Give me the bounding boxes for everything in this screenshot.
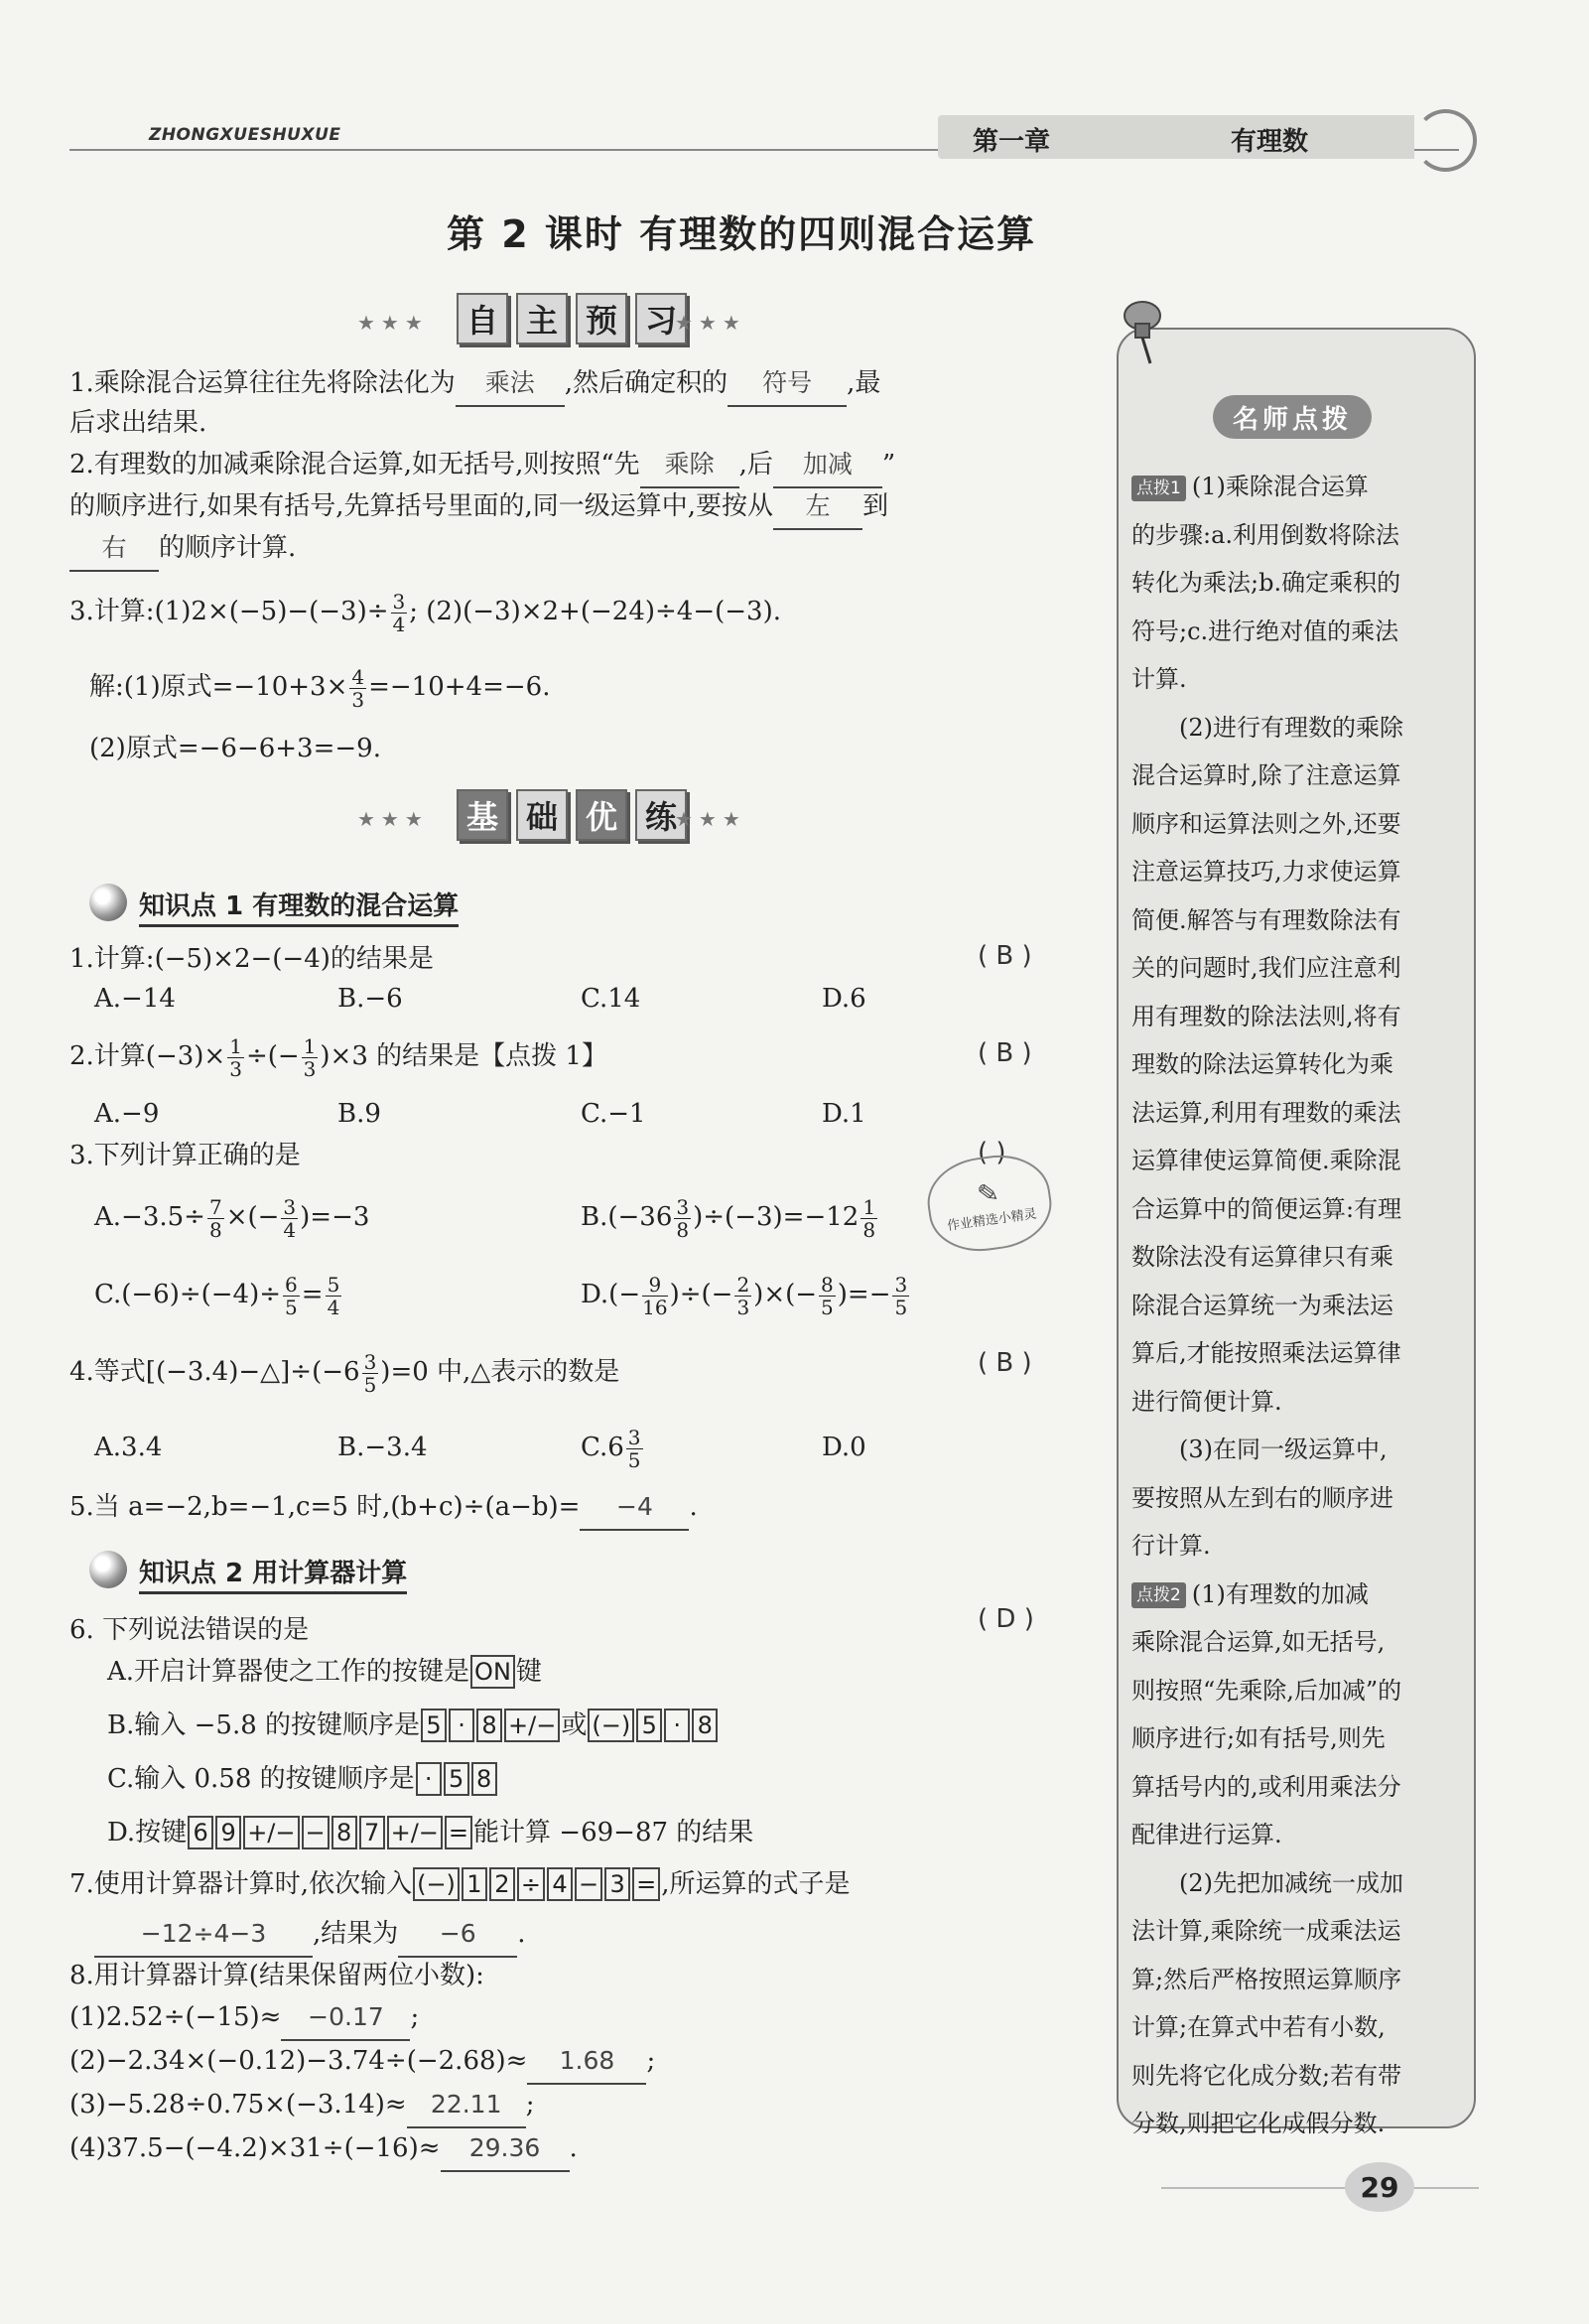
section-banner-preview	[357, 293, 794, 352]
calc-key: 8	[331, 1816, 357, 1849]
preview-q3: 3.计算:(1)2×(−5)−(−3)÷ $\frac{3}{4}$ ; (2)(−3)×2+(−24)÷4−(−3).	[69, 589, 781, 636]
q2-option: D.1	[822, 1099, 866, 1129]
preview-q2: 2.有理数的加减乘除混合运算,如无括号,则按照“先 乘除 ,后 加减 ”	[69, 443, 895, 488]
banner-char: 基	[457, 789, 508, 841]
question-6: 6. 下列说法错误的是	[69, 1615, 310, 1645]
answer-blank: −12÷4−3	[94, 1912, 313, 1958]
calc-key: 8	[692, 1709, 718, 1742]
calc-key: ÷	[517, 1867, 545, 1901]
calc-key: 1	[462, 1867, 487, 1901]
q2-option: A.−9	[94, 1099, 160, 1129]
calc-key: +/−	[504, 1709, 560, 1742]
tip-tag: 点拨2	[1131, 1582, 1186, 1608]
q8-item-3: (3)−5.28÷0.75×(−3.14)≈ 22.11 ;	[69, 2083, 534, 2128]
calc-key: (−)	[413, 1867, 460, 1901]
header-chapter: 第一章	[973, 127, 1051, 157]
q3-option-d: D.(− $\frac{9}{16}$ )÷(− $\frac{2}{3}$ )×(− $\frac{8}{5}$ )=− $\frac{3}{5}$	[581, 1272, 908, 1319]
question-2: 2.计算(−3)× $\frac{1}{3}$ ÷(− $\frac{1}{3}$ )×3 的结果是【点拨 1】	[69, 1033, 607, 1081]
q1-option: A.−14	[94, 984, 176, 1014]
question-4: 4.等式[(−3.4)−△]÷(−6 $\frac{3}{5}$ )=0 中,△表示的数是	[69, 1349, 620, 1397]
calc-key: ·	[416, 1762, 442, 1796]
answer-blank: 加减	[773, 443, 882, 488]
answer-blank: −4	[580, 1485, 689, 1531]
answer-blank: 29.36	[441, 2126, 570, 2172]
q4-option: D.0	[822, 1433, 866, 1462]
sidebar-heading: 名师点拨	[1213, 395, 1372, 439]
answer-choice: ( B )	[978, 941, 1032, 971]
q3-option-b: B.(−36 $\frac{3}{8}$ )÷(−3)=−12 $\frac{1}{8}$	[581, 1194, 876, 1242]
answer-blank: −6	[398, 1912, 517, 1958]
header-topic: 有理数	[1231, 127, 1309, 157]
q6-option-c: C.输入 0.58 的按键顺序是 · 5 8	[107, 1757, 498, 1801]
question-3: 3.下列计算正确的是	[69, 1141, 301, 1170]
calc-key: +/−	[387, 1816, 443, 1849]
banner-char: 主	[516, 293, 568, 344]
page-number: 29	[1345, 2162, 1414, 2212]
answer-choice: ( )	[978, 1138, 1006, 1167]
question-1: 1.计算:(−5)×2−(−4)的结果是	[69, 944, 434, 974]
calc-key: ·	[449, 1709, 474, 1742]
header-left-label: ZHONGXUESHUXUE	[149, 125, 341, 145]
question-7: 7.使用计算器计算时,依次输入 (−) 1 2 ÷ 4 − 3 = ,所运算的式子是	[69, 1869, 851, 1899]
answer-choice: ( D )	[978, 1604, 1034, 1634]
preview-q2-end: 右 的顺序计算.	[69, 526, 296, 572]
knowledge-point-1: 知识点 1 有理数的混合运算	[89, 882, 586, 927]
solution-2: (2)原式=−6−6+3=−9.	[89, 734, 381, 763]
calc-key: (−)	[588, 1709, 634, 1742]
sphere-icon	[89, 1551, 127, 1588]
banner-char: 预	[576, 293, 627, 344]
banner-char: 优	[576, 789, 627, 841]
calc-key: 5	[421, 1709, 447, 1742]
preview-q2-cont: 的顺序进行,如果有括号,先算括号里面的,同一级运算中,要按从 左 到	[69, 484, 888, 530]
calc-key: 6	[188, 1816, 213, 1849]
answer-choice: ( B )	[978, 1038, 1032, 1068]
q2-option: B.9	[337, 1099, 381, 1129]
knowledge-point-2: 知识点 2 用计算器计算	[89, 1549, 536, 1594]
q2-option: C.−1	[581, 1099, 646, 1129]
stamp-logo: ✎ 作业精选小精灵	[922, 1149, 1057, 1258]
star-icons-right: ★★★	[675, 311, 746, 335]
q6-option-b: B.输入 −5.8 的按键顺序是 5 · 8 +/− 或 (−) 5 · 8	[107, 1704, 719, 1747]
banner-char: 自	[457, 293, 508, 344]
star-icons-right: ★★★	[675, 807, 746, 831]
calc-key: 5	[636, 1709, 662, 1742]
answer-blank: −0.17	[281, 1995, 410, 2041]
star-icons-left: ★★★	[357, 311, 429, 335]
banner-char: 练	[635, 789, 687, 841]
sphere-icon	[89, 884, 127, 921]
answer-blank: 1.68	[527, 2039, 646, 2085]
question-8: 8.用计算器计算(结果保留两位小数):	[69, 1961, 484, 1990]
answer-blank: 左	[773, 484, 862, 530]
q1-option: D.6	[822, 984, 866, 1014]
fraction: $\frac{1}{3}$	[303, 1033, 317, 1081]
calc-key: −	[302, 1816, 330, 1849]
answer-choice: ( B )	[978, 1348, 1032, 1378]
calc-key: 8	[471, 1762, 497, 1796]
calc-key: =	[445, 1816, 472, 1849]
q3-option-a: A.−3.5÷ $\frac{7}{8}$ ×(− $\frac{3}{4}$ )=−3	[94, 1194, 370, 1242]
calc-key: −	[575, 1867, 602, 1901]
fraction: $\frac{1}{3}$	[229, 1033, 242, 1081]
q8-item-1: (1)2.52÷(−15)≈ −0.17 ;	[69, 1995, 419, 2041]
footer-rule	[1161, 2187, 1479, 2189]
fraction: $\frac{3}{4}$	[392, 589, 406, 636]
question-7-cont: −12÷4−3 ,结果为 −6 .	[94, 1912, 526, 1958]
fraction: $\frac{4}{3}$	[351, 664, 365, 712]
tip-tag: 点拨1	[1131, 476, 1186, 501]
calc-key: 2	[489, 1867, 515, 1901]
answer-blank: 乘法	[456, 361, 565, 407]
question-5: 5.当 a=−2,b=−1,c=5 时,(b+c)÷(a−b)= −4 .	[69, 1485, 698, 1531]
answer-blank: 22.11	[407, 2083, 526, 2128]
calc-key: ·	[664, 1709, 690, 1742]
calc-key: ON	[470, 1655, 515, 1689]
lesson-title: 第 2 课时 有理数的四则混合运算	[447, 212, 1037, 256]
calc-key: 7	[359, 1816, 385, 1849]
q8-item-4: (4)37.5−(−4.2)×31÷(−16)≈ 29.36 .	[69, 2126, 578, 2172]
q1-option: B.−6	[337, 984, 403, 1014]
calc-key: 8	[476, 1709, 502, 1742]
calc-key: =	[632, 1867, 660, 1901]
q1-option: C.14	[581, 984, 641, 1014]
calc-key: 3	[604, 1867, 630, 1901]
q4-option: A.3.4	[94, 1433, 163, 1462]
answer-blank: 右	[69, 526, 159, 572]
calc-key: +/−	[243, 1816, 299, 1849]
calc-key: 4	[547, 1867, 573, 1901]
q3-option-c: C.(−6)÷(−4)÷ $\frac{6}{5}$ = $\frac{5}{4}$	[94, 1272, 340, 1319]
banner-char: 础	[516, 789, 568, 841]
q4-option: B.−3.4	[337, 1433, 428, 1462]
q6-option-d: D.按键 6 9 +/− − 8 7 +/− = 能计算 −69−87 的结果	[107, 1818, 754, 1847]
swirl-icon	[1414, 109, 1477, 172]
calc-key: 5	[444, 1762, 469, 1796]
sidebar-tip-1: 点拨1 (1)乘除混合运算 的步骤:a.利用倒数将除法 转化为乘法;b.确定乘积的 符号;c.进行绝对值的乘法 计算. (2)进行有理数的乘除 混合运算时,除了注意运算 顺序和运算法则之外,还要 注意运算技巧,力求使运算 简便.解答与有理数除法有 关的问题时,我们应注意利 用有理数的除法法则,将有 理数的除法运算转化为乘 法运算,利用有理数的乘法 运算律使运算简便.乘除混 合运算中的简便运算:有理 数除法没有运算律只有乘 除混合运算统一为乘法运 算后,才能按照乘法运算律 进行简便计算. (3)在同一级运算中, 要按照从左到右的顺序进 行计算. 点拨2 (1)有理数的加减 乘除混合运算,如无括号, 则按照“先乘除,后加减”的 顺序进行;如有括号,则先 算括号内的,或利用乘法分 配律进行运算. (2)先把加减统一成加 法计算,乘除统一成乘法运 算;然后严格按照运算顺序 计算;在算式中若有小数, 则先将它化成分数;若有带 分数,则把它化成假分数.	[1131, 473, 1403, 2137]
pushpin-icon	[1117, 298, 1166, 367]
q4-option: C.6 $\frac{3}{5}$	[581, 1425, 641, 1472]
answer-blank: 符号	[728, 361, 847, 407]
answer-blank: 乘除	[640, 443, 739, 488]
calc-key: 9	[215, 1816, 241, 1849]
banner-char: 习	[635, 293, 687, 344]
star-icons-left: ★★★	[357, 807, 429, 831]
q6-option-a: A.开启计算器使之工作的按键是 ON 键	[107, 1657, 542, 1687]
preview-q1: 1.乘除混合运算往往先将除法化为 乘法 ,然后确定积的 符号 ,最	[69, 361, 880, 407]
q8-item-2: (2)−2.34×(−0.12)−3.74÷(−2.68)≈ 1.68 ;	[69, 2039, 655, 2085]
section-banner-practice	[357, 789, 794, 849]
preview-q1-cont: 后求出结果.	[69, 408, 207, 438]
solution-1: 解:(1)原式=−10+3× $\frac{4}{3}$ =−10+4=−6.	[89, 664, 551, 712]
